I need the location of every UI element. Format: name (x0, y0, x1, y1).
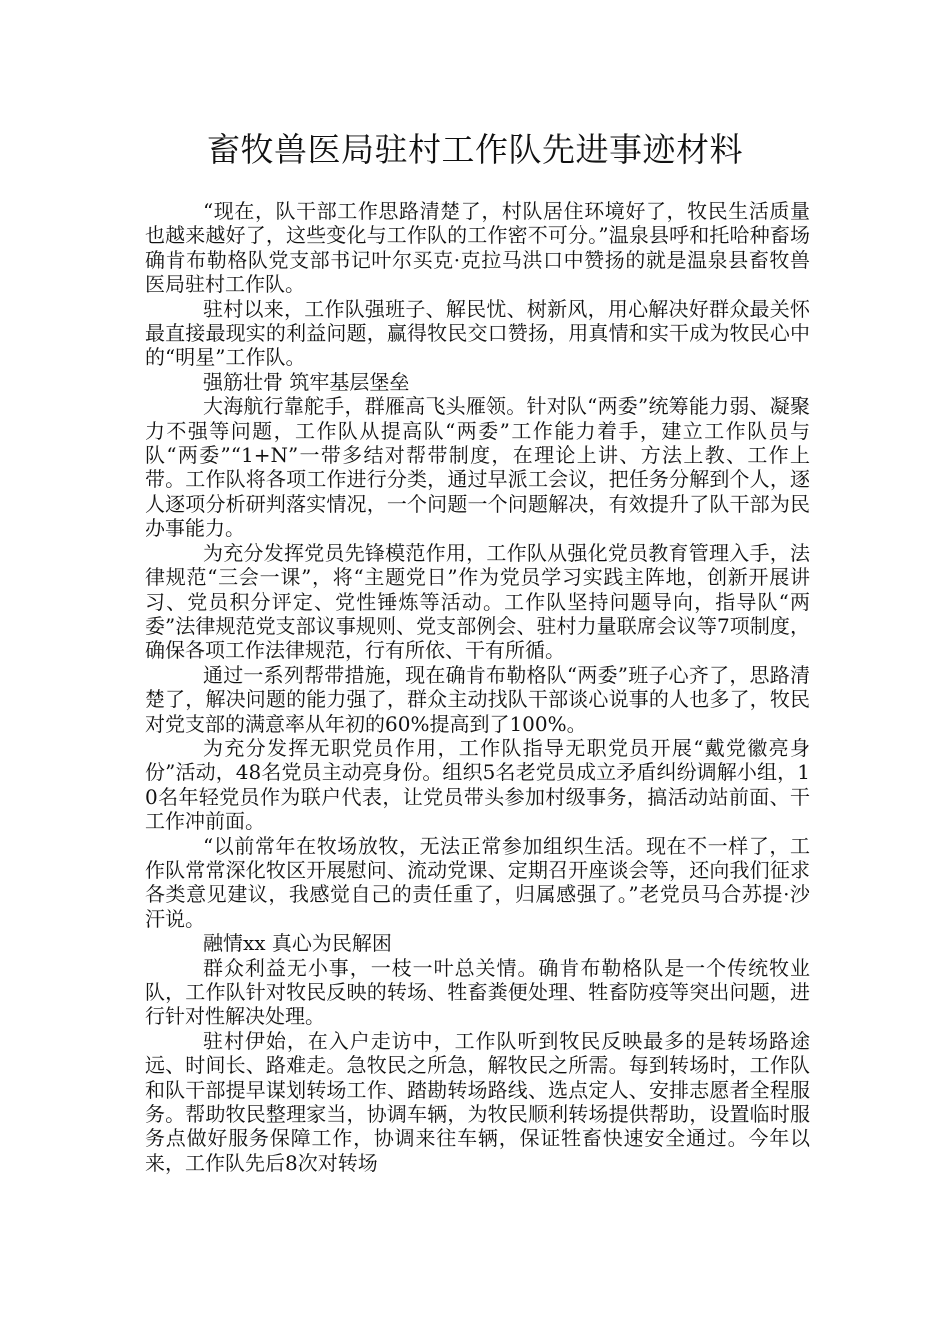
paragraph-unofficial-members: 为充分发挥无职党员作用，工作队指导无职党员开展“戴党徽亮身份”活动，48名党员主动亮身份。组织5名老党员成立矛盾纠纷调解小组，10名年轻党员作为联户代表，让党员带头参加村级事务，搞活动站前面、干工作冲前面。 (145, 735, 810, 834)
paragraph-results: 通过一系列帮带措施，现在确肯布勒格队“两委”班子心齐了，思路清楚了，解决问题的能力强了，群众主动找队干部谈心说事的人也多了，牧民对党支部的满意率从年初的60%提高到了100%。 (145, 662, 810, 736)
section-heading-relief: 融情xx 真心为民解困 (203, 931, 392, 956)
paragraph-elder-quote: “以前常年在牧场放牧，无法正常参加组织生活。现在不一样了，工作队常常深化牧区开展慰问、流动党课、定期召开座谈会等，还向我们征求各类意见建议，我感觉自己的责任重了，归属感强了。”老党员马合苏提·沙汗说。 (145, 833, 810, 931)
paragraph-leadership: 大海航行靠舵手，群雁高飞头雁领。针对队“两委”统筹能力弱、凝聚力不强等问题，工作队从提高队“两委”工作能力着手，建立工作队员与队“两委”“1+N”一带多结对帮带制度，在理论上讲、方法上教、工作上带。工作队将各项工作进行分类，通过早派工会议，把任务分解到个人，逐人逐项分析研判落实情况，一个问题一个问题解决，有效提升了队干部为民办事能力。 (145, 394, 810, 541)
document-title: 畜牧兽医局驻村工作队先进事迹材料 (207, 130, 743, 169)
paragraph-quote-intro: “现在，队干部工作思路清楚了，村队居住环境好了，牧民生活质量也越来越好了，这些变化与工作队的工作密不可分。”温泉县呼和托哈种畜场确肯布勒格队党支部书记叶尔买克·克拉马洪口中赞扬的就是温泉县畜牧兽医局驻村工作队。 (145, 199, 810, 297)
paragraph-party-members: 为充分发挥党员先锋模范作用，工作队从强化党员教育管理入手，法律规范“三会一课”，将“主题党日”作为党员学习实践主阵地，创新开展讲习、党员积分评定、党性锤炼等活动。工作队坚持问题导向，指导队“两委”法律规范党支部议事规则、党支部例会、驻村力量联席会议等7项制度，确保各项工作法律规范，行有所依、干有所循。 (145, 540, 810, 663)
document-body (145, 199, 810, 1175)
section-heading-strengthen: 强筋壮骨 筑牢基层堡垒 (203, 369, 410, 394)
paragraph-migration: 驻村伊始，在入户走访中，工作队听到牧民反映最多的是转场路途远、时间长、路难走。急牧民之所急，解牧民之所需。每到转场时，工作队和队干部提早谋划转场工作、踏勘转场路线、选点定人、安排志愿者全程服务。帮助牧民整理家当，协调车辆，为牧民顺利转场提供帮助，设置临时服务点做好服务保障工作，协调来往车辆，保证牲畜快速安全通过。今年以来，工作队先后8次对转场 (145, 1028, 810, 1175)
paragraph-overview: 驻村以来，工作队强班子、解民忧、树新风，用心解决好群众最关怀最直接最现实的利益问题，赢得牧民交口赞扬，用真情和实干成为牧民心中的“明星”工作队。 (145, 296, 810, 370)
paragraph-interests: 群众利益无小事，一枝一叶总关情。确肯布勒格队是一个传统牧业队，工作队针对牧民反映的转场、牲畜粪便处理、牲畜防疫等突出问题，进行针对性解决处理。 (145, 955, 810, 1029)
